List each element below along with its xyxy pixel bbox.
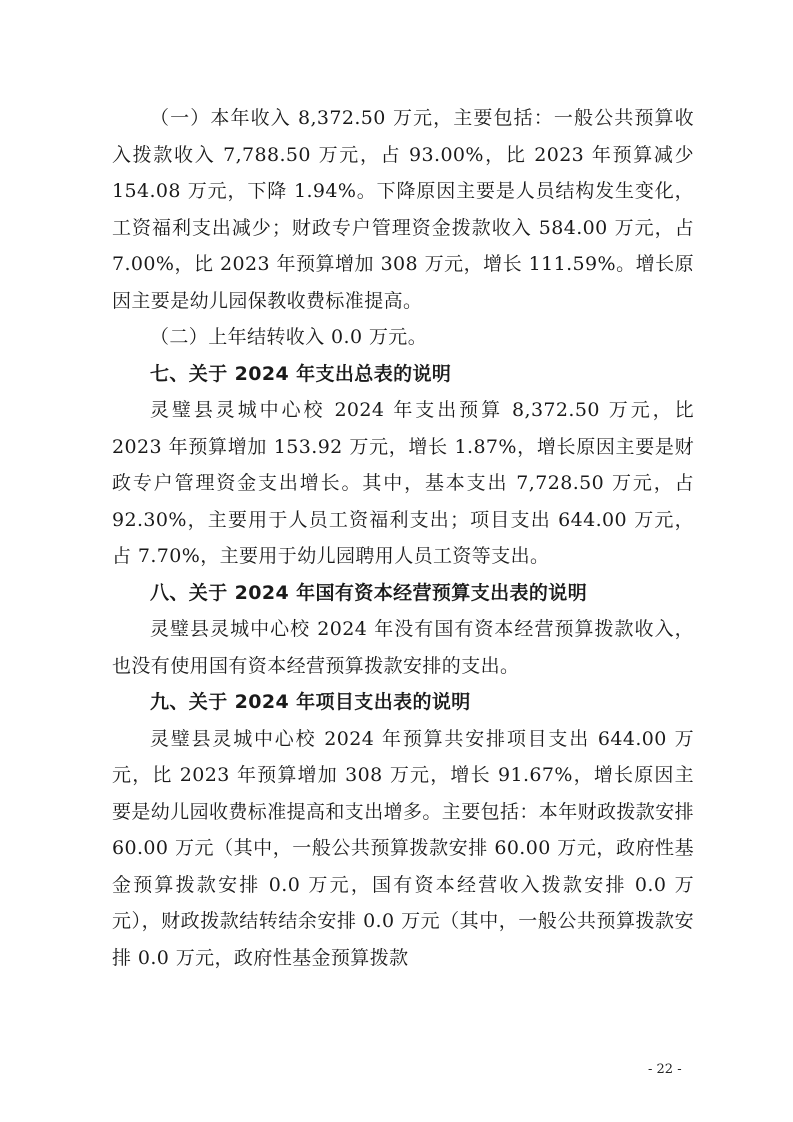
page-number: - 22 - (648, 1062, 682, 1077)
section-9-paragraph: 灵璧县灵城中心校 2024 年预算共安排项目支出 644.00 万元，比 2023 年预算增加 308 万元，增长 91.67%，增长原因主要是幼儿园收费标准提高和支出增多。主要包括：本年财政拨款安排 60.00 万元（其中，一般公共预算拨款安排 60.00 万元，政府性基金预算拨款安排 0.0 万元，国有资本经营收入拨款安排 0.0 万元），财政拨款结转结余安排 0.0 万元（其中，一般公共预算拨款安排 0.0 万元，政府性基金预算拨款 (112, 727, 695, 969)
section-9-heading: 九、关于 2024 年项目支出表的说明 (150, 691, 471, 713)
document-body (112, 100, 694, 976)
section-7-paragraph: 灵璧县灵城中心校 2024 年支出预算 8,372.50 万元，比 2023 年预算增加 153.92 万元，增长 1.87%，增长原因主要是财政专户管理资金支出增长。其中，基本支出 7,728.50 万元，占 92.30%，主要用于人员工资福利支出；项目支出 644.00 万元，占 7.70%，主要用于幼儿园聘用人员工资等支出。 (112, 399, 694, 567)
income-current-year-paragraph: （一）本年收入 8,372.50 万元，主要包括：一般公共预算收入拨款收入 7,788.50 万元，占 93.00%，比 2023 年预算减少 154.08 万元，下降 1.94%。下降原因主要是人员结构发生变化，工资福利支出减少；财政专户管理资金拨款收入 584.00 万元，占 7.00%，比 2023 年预算增加 308 万元，增长 111.59%。增长原因主要是幼儿园保教收费标准提高。 (112, 107, 694, 312)
section-8-heading: 八、关于 2024 年国有资本经营预算支出表的说明 (150, 581, 588, 604)
section-8-paragraph: 灵璧县灵城中心校 2024 年没有国有资本经营预算拨款收入，也没有使用国有资本经营预算拨款安排的支出。 (112, 618, 694, 677)
income-carryover-paragraph: （二）上年结转收入 0.0 万元。 (150, 326, 428, 348)
section-7-heading: 七、关于 2024 年支出总表的说明 (150, 362, 452, 385)
